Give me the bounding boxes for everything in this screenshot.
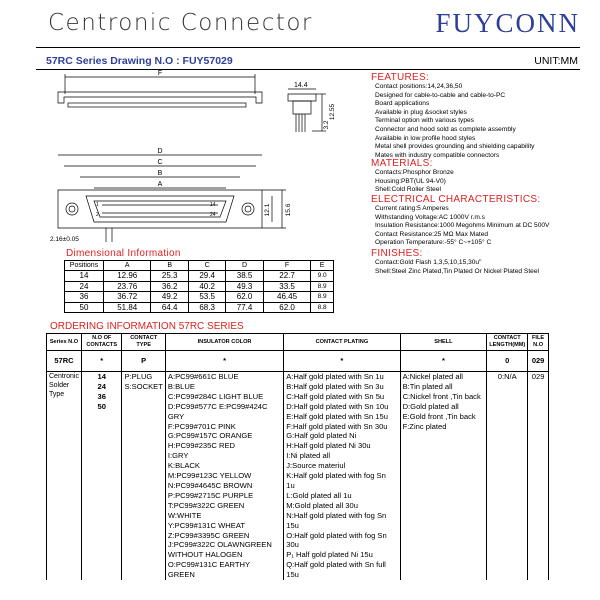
list-item: E:Half gold plated with Sn 15u	[286, 411, 388, 421]
col-d: D	[226, 261, 263, 271]
table-header-row	[65, 261, 334, 271]
materials-title: MATERIALS:	[371, 158, 433, 169]
list-item: O:Half gold plated with fog Sn	[286, 530, 387, 540]
list-item: S:SOCKET	[124, 381, 163, 391]
pin-label-24: 24	[210, 212, 216, 218]
cell: 68.3	[188, 302, 225, 313]
list-item: G:Half gold plated Ni	[286, 431, 357, 441]
code-insulator: *	[165, 351, 283, 372]
material-item: Contacts:Phosphor Bronze	[375, 169, 454, 176]
label-pitch: 2.16±0.05	[50, 236, 79, 243]
list-item: 1u	[286, 480, 295, 490]
cell: 23.76	[104, 281, 151, 292]
label-f: F	[157, 70, 163, 77]
list-item: F:PC99#701C PINK	[167, 421, 236, 431]
col-a: A	[104, 261, 151, 271]
code-length: 0	[487, 351, 528, 372]
plating-list	[284, 372, 400, 581]
list-item: 36	[97, 391, 106, 401]
front-view-insulator	[94, 201, 226, 217]
ordering-detail-row	[47, 372, 549, 581]
list-item: GRY	[167, 411, 185, 421]
label-14-4: 14.4	[294, 82, 308, 89]
list-item: Y:PC99#131C WHEAT	[167, 520, 245, 530]
list-item: A:Nickel plated all	[402, 372, 463, 381]
series-description: Centronic Solder Type	[47, 372, 82, 581]
label-15-6: 15.6	[285, 203, 292, 217]
feature-item: Designed for cable-to-cable and cable-to-PC	[375, 91, 506, 99]
side-view-body	[293, 101, 311, 114]
electrical-item: Operation Temperature:-55° C~+105° C	[375, 239, 492, 247]
list-item: K:Half gold plated with fog Sn	[286, 471, 386, 481]
label-12-55: 12.55	[329, 103, 336, 121]
list-item: T:PC99#322C GREEN	[167, 500, 245, 510]
feature-item: Contact positions:14,24,36,50	[375, 83, 463, 90]
list-item: 14	[97, 372, 106, 381]
cell: 8.9	[311, 281, 334, 292]
list-item: Q:Half gold plated with Sn full	[286, 560, 386, 570]
code-contact-type: P	[122, 351, 165, 372]
list-item: B:BLUE	[167, 381, 195, 391]
list-item: 30u	[286, 540, 299, 550]
list-item: F:Half gold plated with Sn 30u	[286, 421, 388, 431]
shell-list	[400, 372, 487, 581]
connector-drawing	[50, 70, 370, 252]
front-view-shell	[86, 196, 234, 222]
list-item: I:GRY	[167, 451, 189, 461]
pin-label-14: 14	[210, 202, 216, 208]
pin-label-1: 1	[96, 202, 99, 208]
list-item: C:Nickel front ,Tin back	[402, 391, 481, 401]
code-contacts: *	[81, 351, 122, 372]
label-b: B	[157, 170, 163, 177]
dimensional-title: Dimensional Information	[66, 248, 181, 259]
finishes-title: FINISHES:	[371, 248, 423, 259]
list-item: N:Half gold plated with fog Sn	[286, 510, 387, 520]
feature-item: Terminal option with various types	[375, 117, 474, 125]
cell: 62.0	[263, 302, 310, 313]
cell: 29.4	[188, 271, 225, 282]
list-item: 15u	[286, 520, 299, 530]
top-view-body	[68, 103, 246, 107]
table-row	[65, 271, 334, 282]
side-view-flange	[288, 94, 316, 101]
ordering-code-row	[47, 351, 549, 372]
series-bar	[36, 55, 580, 69]
list-item: W:WHITE	[167, 510, 202, 520]
code-series: 57RC	[47, 351, 82, 372]
cell: 77.4	[226, 302, 263, 313]
code-shell: *	[400, 351, 487, 372]
cell: 50	[65, 302, 104, 313]
electrical-item: Insulation Resistance:1000 Megohms Minimum at DC 500V	[375, 222, 550, 230]
feature-item: Board applications	[375, 100, 430, 108]
list-item: WITHOUT HALOGEN	[167, 550, 243, 560]
contact-type-list	[122, 372, 165, 581]
electrical-item: Current rating:5 Amperes	[375, 205, 449, 212]
insulator-color-list	[165, 372, 283, 581]
cell: 24	[65, 281, 104, 292]
col-c: C	[188, 261, 225, 271]
list-item: 24	[97, 381, 106, 391]
cell: 40.2	[188, 281, 225, 292]
electrical-list	[375, 205, 549, 248]
pin-label-2: 2	[96, 212, 99, 218]
list-item: M:Gold plated all 30u	[286, 500, 358, 510]
label-d: D	[157, 148, 163, 155]
features-title: FEATURES:	[371, 72, 430, 83]
col-positions: Positions	[65, 261, 104, 271]
list-item: L:Gold plated all 1u	[286, 490, 352, 500]
list-item: J:Source materiul	[286, 461, 346, 471]
list-item: M:PC99#123C YELLOW	[167, 471, 252, 481]
list-item: D:Half gold plated with Sn 10u	[286, 401, 389, 411]
list-item: P:PLUG	[124, 372, 153, 381]
col-contact-plating: CONTACT PLATING	[284, 334, 400, 351]
file-number-value: 029	[528, 372, 549, 581]
label-c: C	[157, 159, 163, 166]
feature-item: Available in low profile hood styles	[375, 134, 476, 142]
cell: 49.2	[151, 292, 188, 303]
col-shell: SHELL	[400, 334, 487, 351]
material-item: Shell:Cold Roller Steel	[375, 186, 441, 194]
top-view-shell	[58, 92, 262, 103]
list-item: D:Gold plated all	[402, 401, 459, 411]
contact-length-value: 0:N/A	[487, 372, 528, 581]
list-item: F:Zinc plated	[402, 421, 447, 431]
materials-list	[375, 169, 454, 195]
list-item: H:Half gold plated Ni 30u	[286, 441, 371, 451]
cell: 8.8	[311, 302, 334, 313]
material-item: Housing:PBT(UL 94-V0)	[375, 177, 446, 185]
cell: 51.84	[104, 302, 151, 313]
list-item: E:Gold front ,Tin back	[402, 411, 476, 421]
label-a: A	[157, 181, 163, 188]
cell: 33.5	[263, 281, 310, 292]
list-item: H:PC99#235C RED	[167, 441, 235, 451]
electrical-item: Withstanding Voltage:AC 1000V r.m.s	[375, 213, 485, 221]
list-item: C:Half gold plated with Sn 5u	[286, 391, 385, 401]
contacts-list	[81, 372, 122, 581]
cell: 9.0	[311, 271, 334, 282]
finish-item: Contact:Gold Flash 1,3,5,10,15,30u"	[375, 259, 482, 266]
feature-item: Connector and hood sold as complete assembly	[375, 125, 516, 133]
feature-item: Mates with industry compatible connectors	[375, 151, 500, 159]
list-item: P:PC99#2715C PURPLE	[167, 490, 254, 500]
cell: 64.4	[151, 302, 188, 313]
unit-label: UNIT:MM	[534, 55, 578, 67]
table-row	[65, 302, 334, 313]
feature-item: Metal shell provides grounding and shielding capability	[375, 143, 535, 151]
list-item: K:BLACK	[167, 461, 200, 471]
finishes-list	[375, 259, 539, 276]
cell: 49.3	[226, 281, 263, 292]
label-12-1: 12.1	[264, 203, 271, 217]
list-item: 15u	[286, 570, 299, 580]
page-header	[36, 8, 580, 44]
electrical-item: Contact Resistance:25 MΩ Max Mated	[375, 230, 489, 238]
col-f: F	[263, 261, 310, 271]
cell: 12.96	[104, 271, 151, 282]
cell: 22.7	[263, 271, 310, 282]
list-item: C:PC99#284C LIGHT BLUE	[167, 391, 264, 401]
list-item: P₁ Half gold plated Ni 15u	[286, 550, 373, 560]
cell: 36	[65, 292, 104, 303]
label-3-2: 3.2	[323, 120, 330, 130]
code-file: 029	[528, 351, 549, 372]
list-item: Z:PC99#3395C GREEN	[167, 530, 250, 540]
cell: 62.0	[226, 292, 263, 303]
code-plating: *	[284, 351, 400, 372]
list-item: B:Half gold plated with Sn 3u	[286, 381, 384, 391]
list-item: D:PC99#577C E:PC99#424C	[167, 401, 268, 411]
cell: 53.5	[188, 292, 225, 303]
finish-item: Shell:Steel Zinc Plated,Tin Plated Or Nickel Plated Steel	[375, 267, 539, 275]
list-item: O:PC99#131C EARTHY	[167, 560, 251, 570]
cell: 25.3	[151, 271, 188, 282]
ordering-header-row	[47, 334, 549, 351]
cell: 36.2	[151, 281, 188, 292]
table-row	[65, 292, 334, 303]
col-series: Series N.O	[47, 334, 82, 351]
feature-item: Available in plug &socket styles	[375, 108, 467, 116]
list-item: N:PC99#4645C BROWN	[167, 480, 253, 490]
electrical-title: ELECTRICAL CHARACTERISTICS:	[371, 194, 541, 205]
list-item: G:PC99#157C ORANGE	[167, 431, 253, 441]
header-rule	[36, 47, 580, 48]
list-item: I:Ni plated all	[286, 451, 331, 461]
col-contacts: N.O OF CONTACTS	[81, 334, 122, 351]
ordering-table	[46, 333, 549, 580]
cell: 38.5	[226, 271, 263, 282]
list-item: B:Tin plated all	[402, 381, 453, 391]
list-item: GREEN	[167, 570, 195, 580]
col-insulator-color: INSULATOR COLOR	[165, 334, 283, 351]
list-item: A:Half gold plated with Sn 1u	[286, 372, 384, 381]
col-e: E	[311, 261, 334, 271]
col-b: B	[151, 261, 188, 271]
list-item: J:PC99#322C OLAWNGREEN	[167, 540, 272, 550]
cell: 46.45	[263, 292, 310, 303]
col-file-no: FILE N.O	[528, 334, 549, 351]
ordering-title: ORDERING INFORMATION 57RC SERIES	[50, 321, 244, 332]
brand-logo: FUYCONN	[435, 8, 580, 38]
dimensional-table	[64, 260, 334, 313]
col-contact-type: CONTACT TYPE	[122, 334, 165, 351]
cell: 8.9	[311, 292, 334, 303]
cell: 14	[65, 271, 104, 282]
list-item: A:PC99#661C BLUE	[167, 372, 239, 381]
col-contact-length: CONTACT LENGTH(MM)	[487, 334, 528, 351]
page-title: Centronic Connector	[48, 10, 313, 36]
series-drawing-number: 57RC Series Drawing N.O : FUY57029	[46, 55, 233, 67]
cell: 36.72	[104, 292, 151, 303]
list-item: 50	[97, 401, 106, 411]
table-row	[65, 281, 334, 292]
features-list	[375, 83, 534, 160]
